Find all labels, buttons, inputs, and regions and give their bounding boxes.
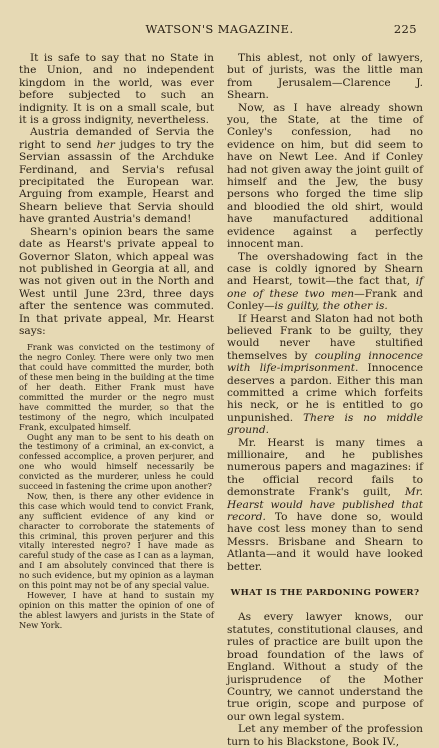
paragraph: This ablest, not only of lawyers, but of jurists, was the little man from Jerusalem—Clarence J. Shearn. [227, 52, 423, 102]
quote-paragraph: Ought any man to be sent to his death on the testimony of a criminal, an ex-convict, a confessed accomplice, a proven perjurer, and one who would himself necessarily be convicted as the murderer, unless he could succeed in fastening the crime upon another? [19, 431, 214, 492]
paragraph: Mr. Hearst is many times a millionaire, and he publishes numerous papers and magazines: if the official record fails to demonstrate Frank's guilt, Mr. Hearst would have published that record. To have done so, would have cost less money than to send Messrs. Brisbane and Shearn to Atlanta—and it would have looked better. [227, 436, 423, 573]
right-column [227, 52, 423, 748]
quote-paragraph: Frank was convicted on the testimony of the negro Conley. There were only two men that could have committed the murder, both of these men being in the building at the time of her death. Either Frank must have committed the murder or the negro must have committed the murder, so that the testimony of the negro, which inculpated Frank, exculpated himself. [19, 342, 214, 432]
quote-paragraph: Now, then, is there any other evidence in this case which would tend to convict Frank, any sufficient evidence of any kind or character to corroborate the statements of this criminal, this proven perjurer and this vitally interested negro? I have made as careful study of the case as I can as a layman, and I am absolutely convinced that there is no such evidence, but my opinion as a layman on this point may not be of any special value. [19, 490, 214, 591]
quote-paragraph: However, I have at hand to sustain my opinion on this matter the opinion of one of the ablest lawyers and jurists in the State of New York. [19, 590, 214, 630]
page-number: 225 [393, 22, 417, 36]
paragraph: If Hearst and Slaton had not both believed Frank to be guilty, they would never have stultified themselves by coupling innocence with life-imprisonment. Innocence deserves a pardon. Either this man committed a crime which forfeits his neck, or he is entitled to go unpunished. There is no middle ground. [227, 312, 423, 437]
running-title: WATSON'S MAGAZINE. [145, 22, 294, 36]
paragraph: Now, as I have already shown you, the State, at the time of Conley's confession, had no evidence on him, but did seem to have on Newt Lee. And if Conley had not given away the joint guilt of himself and the Jew, the busy persons who forged the time slip and bloodied the old shirt, would have manufactured additional evidence against a perfectly innocent man. [227, 101, 423, 251]
page-header [20, 22, 419, 38]
paragraph: Austria demanded of Servia the right to send her judges to try the Servian assassin of the Archduke Ferdinand, and Servia's refusal precipitated the European war. Arguing from example, Hearst and Shearn believe that Servia should have granted Austria's demand! [19, 126, 214, 226]
paragraph: Let any member of the profession turn to his Blackstone, Book IV., [227, 723, 423, 748]
paragraph: It is safe to say that no State in the Union, and no independent kingdom in the world, was ever before subjected to such an indignity. It is on a small scale, but it is a gross indignity, nevertheless. [19, 52, 214, 127]
paragraph: Shearn's opinion bears the same date as Hearst's private appeal to Governor Slaton, which appeal was not published in Georgia at all, and was not given out in the North and West until June 23rd, three days after the sentence was commuted. In that private appeal, Mr. Hearst says: [19, 225, 214, 337]
section-heading: WHAT IS THE PARDONING POWER? [230, 588, 420, 599]
left-column [19, 52, 214, 631]
paragraph: As every lawyer knows, our statutes, constitutional clauses, and rules of practice are built upon the broad foundation of the laws of England. Without a study of the jurisprudence of the Mother Country, we cannot understand the true origin, scope and purpose of our own legal system. [227, 611, 423, 723]
block-quote [19, 343, 214, 630]
paragraph: The overshadowing fact in the case is coldly ignored by Shearn and Hearst, towit—the fact that, if one of these two men—Frank and Conley—is guilty, the other is. [227, 250, 423, 313]
